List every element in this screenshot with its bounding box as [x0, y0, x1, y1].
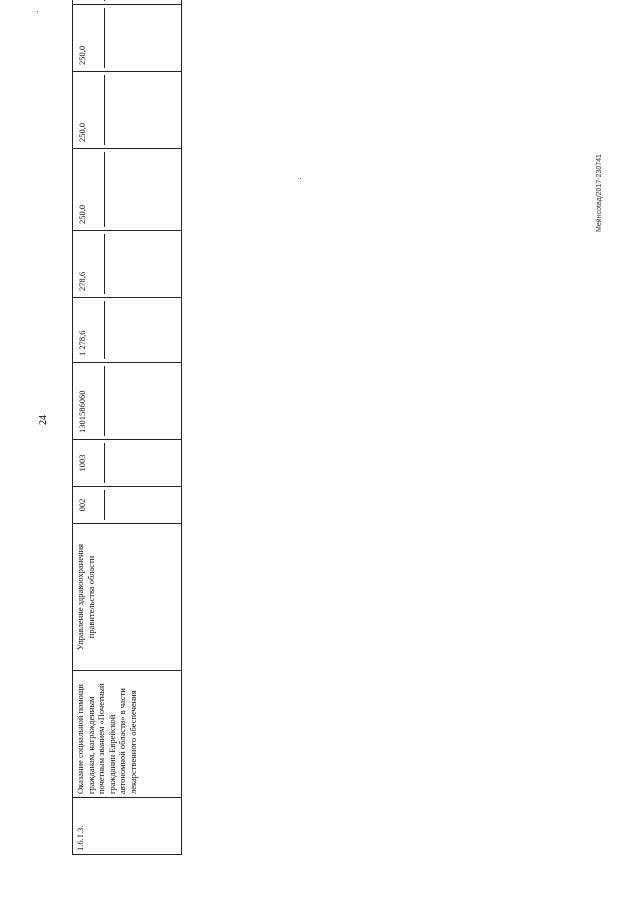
rzpr-code: 1003	[75, 443, 105, 483]
rzpr-cell	[73, 440, 182, 487]
year-value-cell	[73, 0, 182, 5]
rotated-table-container	[72, 35, 182, 855]
program-table	[72, 0, 182, 855]
row-description: Оказание социальной помощи гражданам, награжденным почетным званием «Почетный гражданин Еврейской автономной области» в части лекарственного обеспечения	[73, 671, 182, 798]
year-value: 250,0	[75, 152, 105, 227]
year-value: 250,0	[75, 8, 105, 68]
row-number: 1.6.1.3.	[73, 798, 182, 855]
year-value: 278,6	[75, 234, 105, 294]
csr-cell	[73, 363, 182, 440]
year-value-cell	[73, 72, 182, 149]
scan-speck	[37, 11, 38, 12]
row-organization: Управление здравоохранения правительства области	[73, 524, 182, 671]
year-value-cell	[73, 231, 182, 298]
table-row	[73, 0, 182, 855]
year-value	[75, 0, 105, 1]
year-value-cell	[73, 5, 182, 72]
total-cell	[73, 298, 182, 363]
grbs-cell	[73, 487, 182, 524]
grbs-code: 002	[75, 490, 105, 520]
year-value-cell	[73, 149, 182, 231]
page-number: 24	[38, 415, 49, 425]
year-value: 250,0	[75, 75, 105, 145]
document-stamp: Мейнсоtвд/2017-230741	[596, 154, 603, 232]
csr-code: 1301586060	[75, 366, 105, 436]
total-value: 1 278,6	[75, 301, 105, 359]
scan-speck	[300, 178, 301, 179]
